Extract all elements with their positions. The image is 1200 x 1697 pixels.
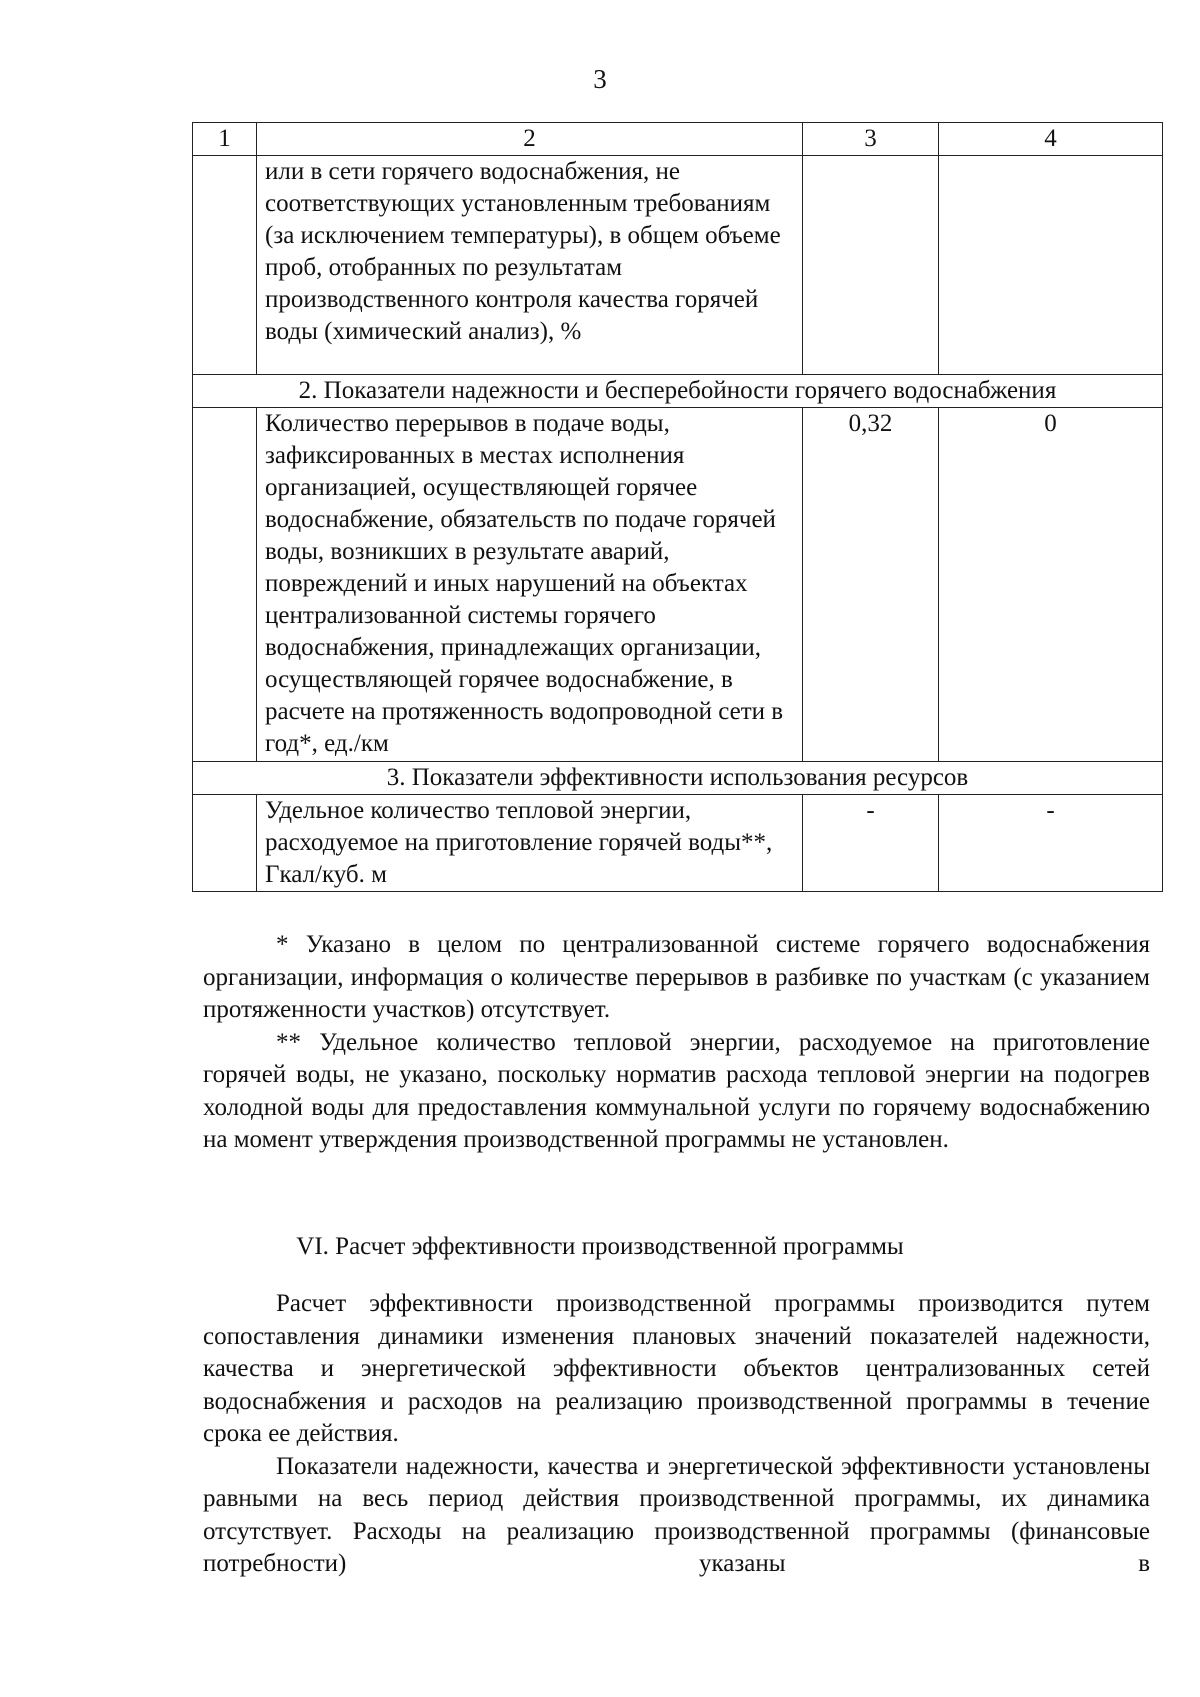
table-row (193, 795, 1163, 892)
indicator-value-col3: 0,32 (803, 408, 939, 762)
paragraph-1: Расчет эффективности производственной программы производится путем сопоставления динамики изменения плановых значений показателей надежности, качества и энергетической эффективности объектов централизованных сетей водоснабжения и расходов на реализацию производственной программы в течение срока ее действия. (203, 1290, 1150, 1447)
indicator-value-col3: - (803, 795, 939, 892)
section-row (193, 762, 1163, 795)
indicator-value-col3 (803, 156, 939, 375)
indicator-value-col4: - (939, 795, 1163, 892)
indicator-description: Количество перерывов в подаче воды, зафиксированных в местах исполнения организацией, осуществляющей горячее водоснабжение, обязательств по подаче горячей воды, возникших в результате аварий, повреждений и иных нарушений на объектах централизованной системы горячего водоснабжения, принадлежащих организации, осуществляющей горячее водоснабжение, в расчете на протяженность водопроводной сети в год*, ед./км (257, 408, 803, 762)
paragraph-2: Показатели надежности, качества и энергетической эффективности установлены равными на весь период действия производственной программы, их динамика отсутствует. Расходы на реализацию производственной программы (финансовые потребности) указаны в (203, 1452, 1150, 1577)
page-number: 3 (593, 64, 607, 94)
footnotes (203, 929, 1150, 1157)
indicators-table (192, 122, 1163, 892)
header-col-3: 3 (803, 123, 939, 156)
row-number-cell (193, 795, 257, 892)
footnote-2: ** Удельное количество тепловой энергии, расходуемое на приготовление горячей воды, не указано, поскольку норматив расхода тепловой энергии на подогрев холодной воды для предоставления коммунальной услуги по горячему водоснабжению на момент утверждения производственной программы не установлен. (203, 1028, 1150, 1153)
indicator-description: или в сети горячего водоснабжения, не соответствующих установленным требованиям (за исключением температуры), в общем объеме проб, отобранных по результатам производственного контроля качества горячей воды (химический анализ), % (257, 156, 803, 375)
row-number-cell (193, 156, 257, 375)
section-title: 2. Показатели надежности и бесперебойности горячего водоснабжения (193, 375, 1163, 408)
header-col-1: 1 (193, 123, 257, 156)
section-title: 3. Показатели эффективности использования ресурсов (193, 762, 1163, 795)
table-row (193, 408, 1163, 762)
table-header-row (193, 123, 1163, 156)
header-col-2: 2 (257, 123, 803, 156)
indicator-value-col4 (939, 156, 1163, 375)
indicator-description: Удельное количество тепловой энергии, расходуемое на приготовление горячей воды**, Гкал/куб. м (257, 795, 803, 892)
indicator-value-col4: 0 (939, 408, 1163, 762)
section-heading: VI. Расчет эффективности производственной программы (296, 1233, 904, 1260)
body-text (203, 1288, 1150, 1581)
table-row (193, 156, 1163, 375)
section-row (193, 375, 1163, 408)
footnote-1: * Указано в целом по централизованной системе горячего водоснабжения организации, информация о количестве перерывов в разбивке по участкам (с указанием протяженности участков) отсутствует. (203, 931, 1150, 1023)
row-number-cell (193, 408, 257, 762)
header-col-4: 4 (939, 123, 1163, 156)
